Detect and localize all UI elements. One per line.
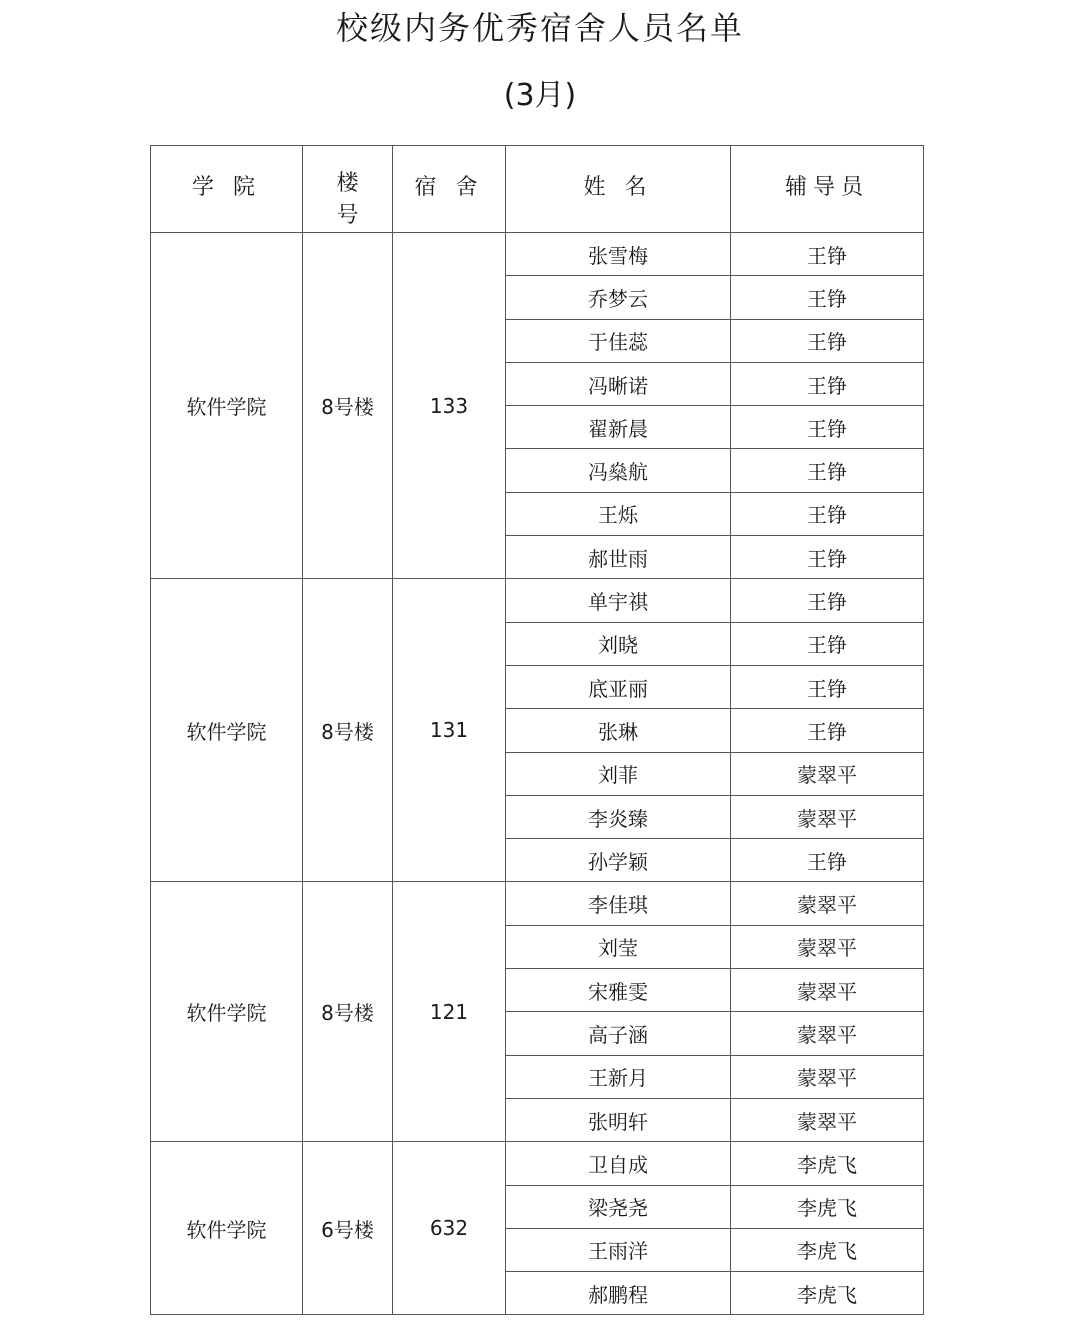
cell-name: 王新月	[506, 1055, 731, 1098]
cell-counselor: 王铮	[731, 665, 924, 708]
cell-name: 翟新晨	[506, 406, 731, 449]
cell-name: 单宇祺	[506, 579, 731, 622]
cell-college: 软件学院	[151, 882, 303, 1142]
cell-building: 8号楼	[303, 233, 393, 579]
cell-counselor: 李虎飞	[731, 1142, 924, 1185]
cell-counselor: 蒙翠平	[731, 1055, 924, 1098]
page-title: 校级内务优秀宿舍人员名单	[335, 9, 744, 47]
cell-counselor: 蒙翠平	[731, 969, 924, 1012]
cell-name: 刘晓	[506, 622, 731, 665]
table-header-row	[151, 146, 924, 233]
cell-name: 李佳琪	[506, 882, 731, 925]
cell-name: 于佳蕊	[506, 319, 731, 362]
cell-dorm: 133	[393, 233, 506, 579]
cell-name: 郝鹏程	[506, 1272, 731, 1315]
cell-counselor: 王铮	[731, 406, 924, 449]
cell-counselor: 王铮	[731, 579, 924, 622]
table-row	[151, 233, 924, 276]
cell-counselor: 李虎飞	[731, 1185, 924, 1228]
cell-name: 刘菲	[506, 752, 731, 795]
cell-building: 8号楼	[303, 882, 393, 1142]
cell-dorm: 131	[393, 579, 506, 882]
table-row	[151, 1142, 924, 1185]
cell-counselor: 王铮	[731, 839, 924, 882]
cell-building: 8号楼	[303, 579, 393, 882]
header-dorm: 宿 舍	[393, 146, 506, 233]
header-college: 学 院	[151, 146, 303, 233]
roster-table	[150, 145, 924, 1315]
table-row	[151, 882, 924, 925]
cell-name: 冯晰诺	[506, 362, 731, 405]
cell-counselor: 蒙翠平	[731, 795, 924, 838]
cell-name: 高子涵	[506, 1012, 731, 1055]
cell-counselor: 王铮	[731, 276, 924, 319]
cell-name: 张明轩	[506, 1098, 731, 1141]
cell-building: 6号楼	[303, 1142, 393, 1315]
cell-name: 王烁	[506, 492, 731, 535]
cell-name: 乔梦云	[506, 276, 731, 319]
header-building	[303, 146, 393, 233]
cell-name: 孙学颖	[506, 839, 731, 882]
cell-college: 软件学院	[151, 579, 303, 882]
cell-name: 李炎臻	[506, 795, 731, 838]
page-subtitle: (3月)	[503, 78, 577, 113]
cell-college: 软件学院	[151, 233, 303, 579]
cell-name: 梁尧尧	[506, 1185, 731, 1228]
cell-counselor: 李虎飞	[731, 1228, 924, 1271]
cell-counselor: 王铮	[731, 536, 924, 579]
cell-dorm: 121	[393, 882, 506, 1142]
cell-name: 刘莹	[506, 925, 731, 968]
header-counselor: 辅导员	[731, 146, 924, 233]
cell-name: 卫自成	[506, 1142, 731, 1185]
cell-counselor: 王铮	[731, 449, 924, 492]
cell-name: 张琳	[506, 709, 731, 752]
cell-counselor: 蒙翠平	[731, 882, 924, 925]
cell-college: 软件学院	[151, 1142, 303, 1315]
cell-counselor: 李虎飞	[731, 1272, 924, 1315]
cell-counselor: 蒙翠平	[731, 1098, 924, 1141]
cell-counselor: 王铮	[731, 362, 924, 405]
cell-counselor: 王铮	[731, 233, 924, 276]
table-body	[151, 233, 924, 1315]
cell-counselor: 王铮	[731, 622, 924, 665]
cell-counselor: 蒙翠平	[731, 1012, 924, 1055]
cell-name: 冯燊航	[506, 449, 731, 492]
cell-dorm: 632	[393, 1142, 506, 1315]
header-building-label: 楼号	[336, 171, 359, 228]
cell-name: 张雪梅	[506, 233, 731, 276]
cell-counselor: 王铮	[731, 319, 924, 362]
cell-counselor: 王铮	[731, 709, 924, 752]
cell-name: 底亚丽	[506, 665, 731, 708]
cell-name: 宋雅雯	[506, 969, 731, 1012]
table-row	[151, 579, 924, 622]
cell-counselor: 蒙翠平	[731, 752, 924, 795]
cell-counselor: 蒙翠平	[731, 925, 924, 968]
cell-counselor: 王铮	[731, 492, 924, 535]
cell-name: 郝世雨	[506, 536, 731, 579]
cell-name: 王雨洋	[506, 1228, 731, 1271]
header-name: 姓 名	[506, 146, 731, 233]
